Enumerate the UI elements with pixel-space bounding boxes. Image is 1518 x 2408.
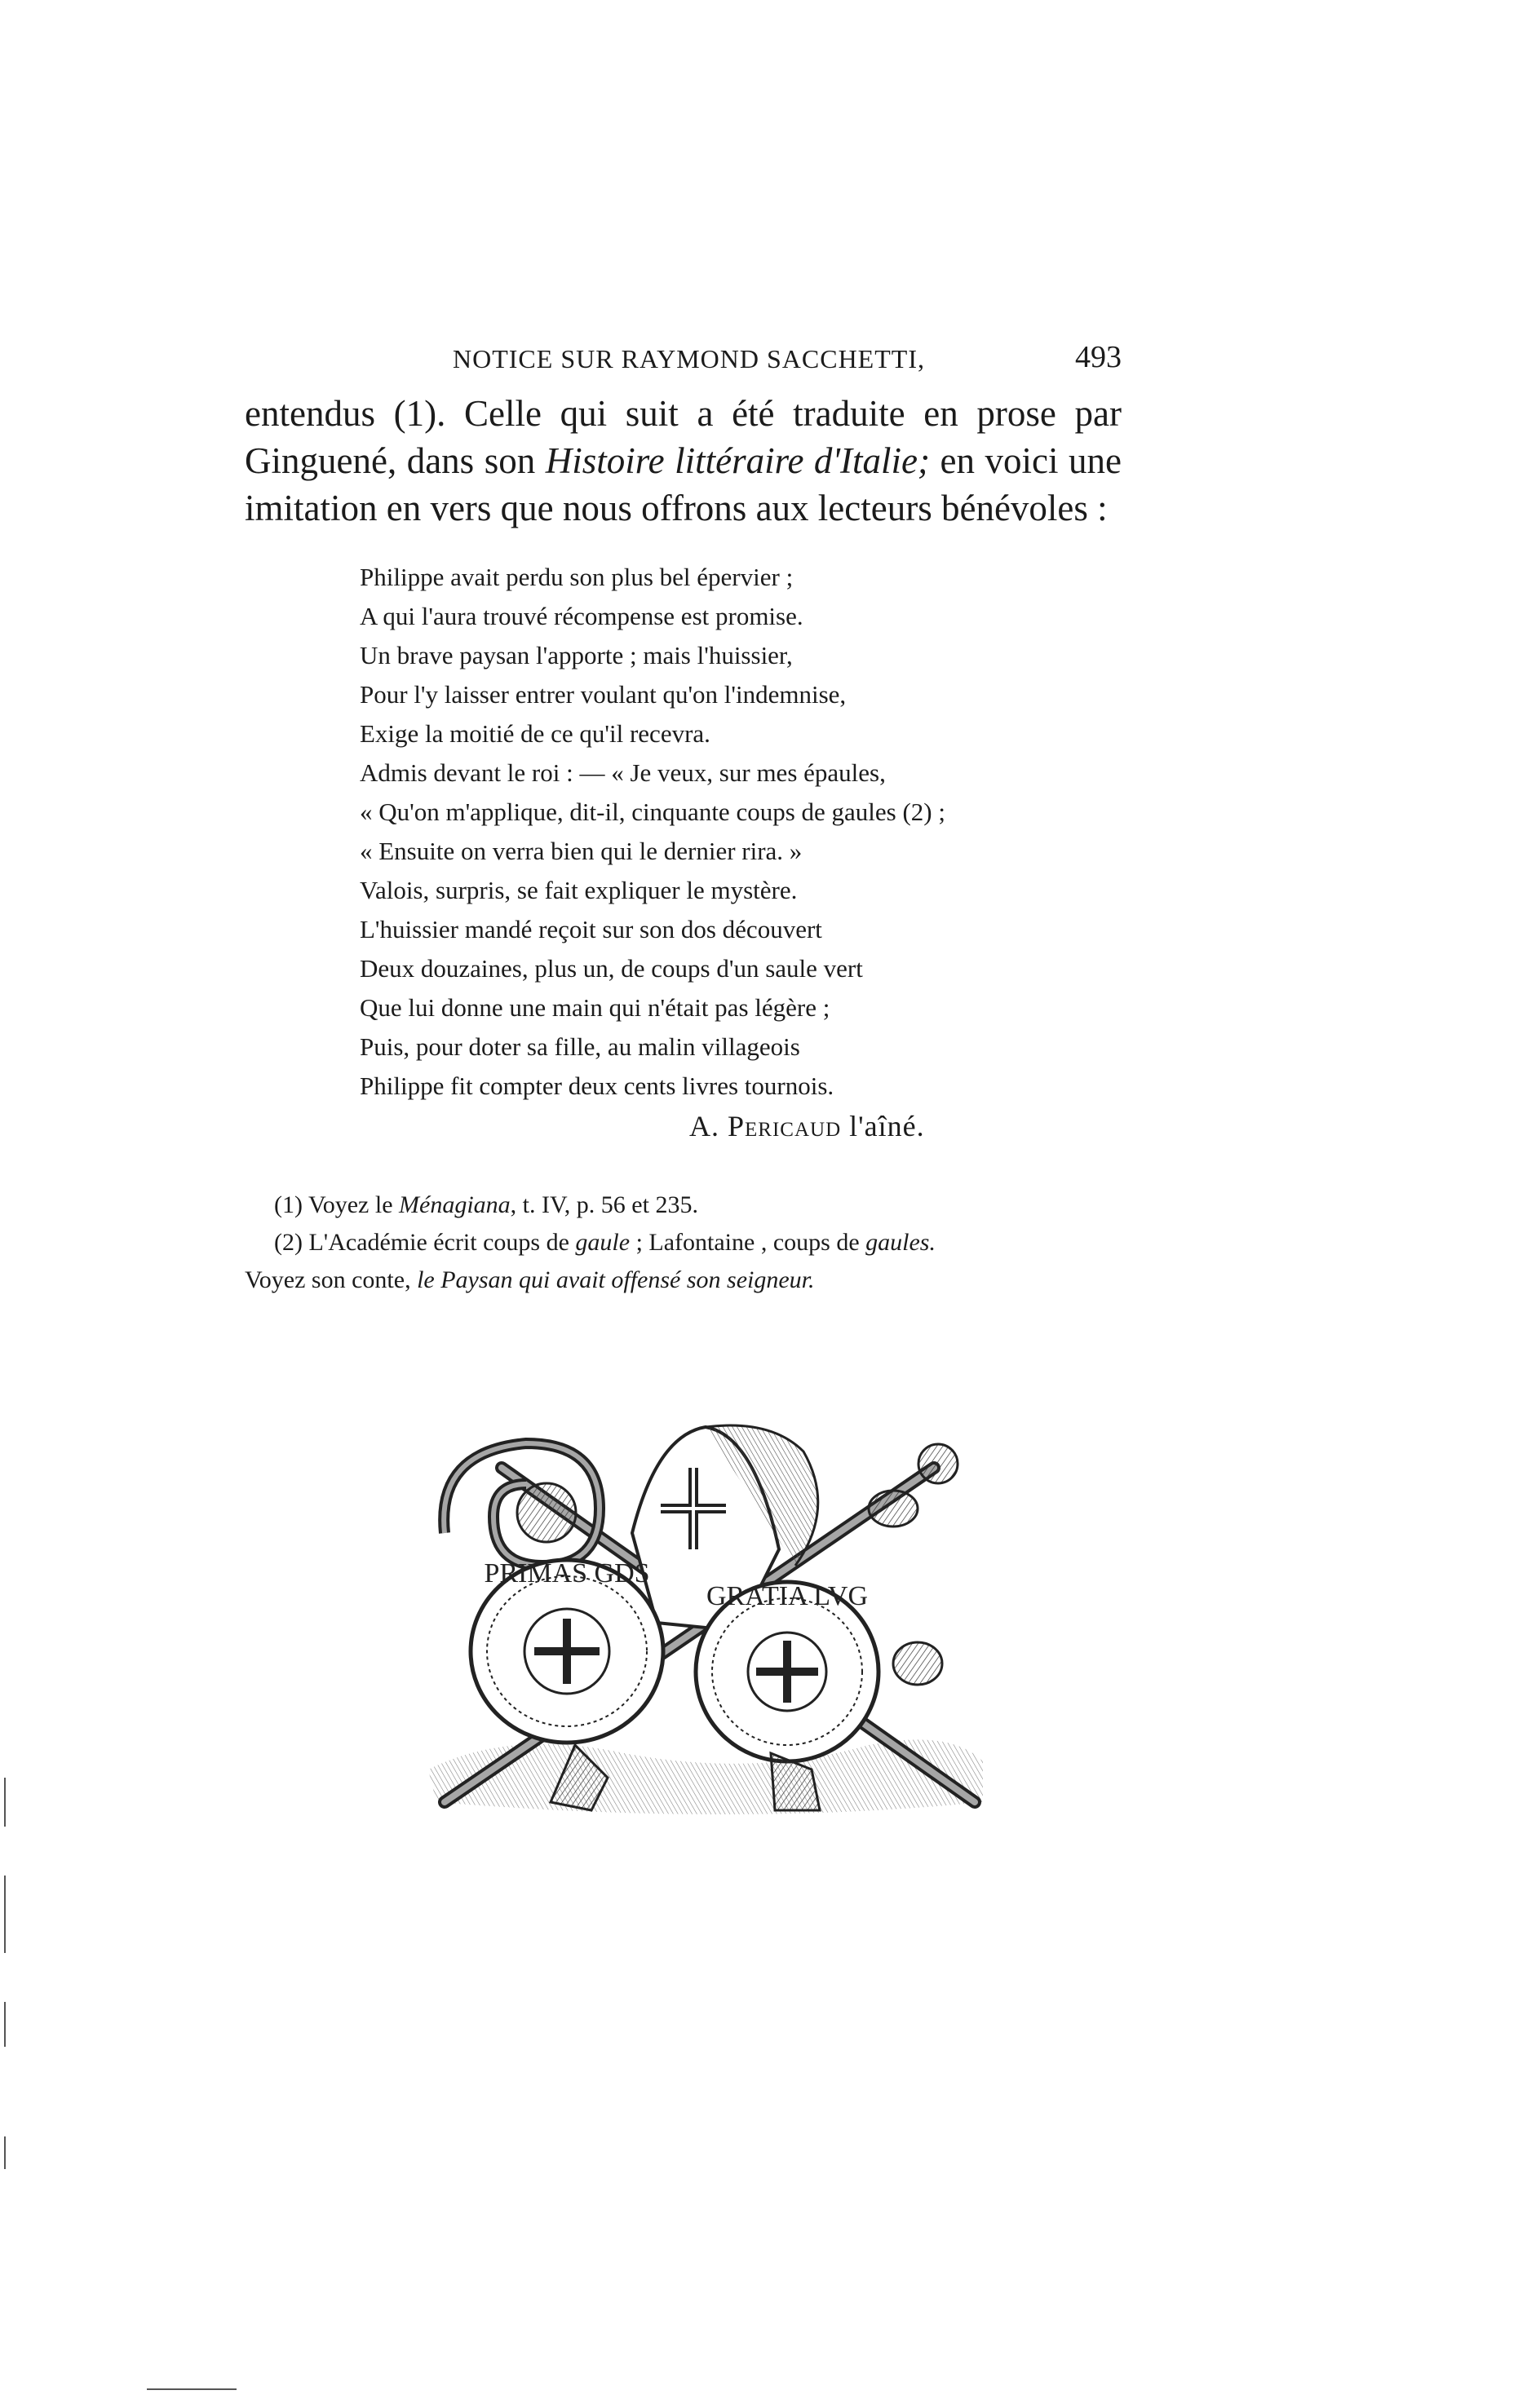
footnote-italic: le Paysan qui avait offensé son seigneur. <box>417 1266 815 1293</box>
footnote-text: (2) L'Académie écrit coups de <box>274 1229 576 1256</box>
author-name: Pericaud <box>728 1110 842 1142</box>
footnotes <box>245 1186 1126 1299</box>
poem-verse: Philippe fit compter deux cents livres tournois. <box>360 1071 834 1100</box>
prose-text: Ginguené, dans son <box>245 440 546 481</box>
author-initial: A. <box>689 1110 719 1142</box>
footnote-2 <box>245 1224 1126 1261</box>
running-header <box>453 340 1122 385</box>
footnote-italic: gaules. <box>865 1229 936 1256</box>
poem-verse: L'huissier mandé reçoit sur son dos découvert <box>360 915 822 943</box>
poem-verse: Que lui donne une main qui n'était pas légère ; <box>360 993 830 1022</box>
poem <box>360 558 996 1106</box>
footnote-1 <box>245 1186 1126 1224</box>
poem-verse: Deux douzaines, plus un, de coups d'un saule vert <box>360 954 863 983</box>
book-title: Histoire littéraire d'Italie; <box>545 440 931 481</box>
poem-verse: Admis devant le roi : — « Je veux, sur mes épaules, <box>360 758 886 787</box>
running-title: NOTICE SUR RAYMOND SACCHETTI, <box>453 344 925 373</box>
prose-text: en voici une <box>930 440 1122 481</box>
poem-verse: A qui l'aura trouvé récompense est promise. <box>360 602 803 630</box>
footnote-text: , t. IV, p. 56 et 235. <box>510 1191 698 1218</box>
footnote-italic: gaule <box>575 1229 631 1256</box>
prose-line: imitation en vers que nous offrons aux lecteurs bénévoles : <box>245 488 1108 528</box>
footnote-italic: Ménagiana <box>399 1191 511 1218</box>
author-signature <box>689 1109 925 1143</box>
prose-line <box>245 437 1122 484</box>
seal-left <box>471 1558 663 1743</box>
poem-verse: Valois, surpris, se fait expliquer le mystère. <box>360 876 798 904</box>
poem-verse: « Qu'on m'applique, dit-il, cinquante coups de gaules (2) ; <box>360 798 945 826</box>
seal-left-legend: PRIMAS GDS <box>484 1558 650 1588</box>
footnote-2-continued <box>245 1261 1126 1299</box>
seal-right-legend: GRATIA LVG <box>706 1581 869 1611</box>
author-suffix: l'aîné. <box>849 1110 925 1142</box>
footnote-text: ; Lafontaine , coups de <box>630 1229 866 1256</box>
prose-paragraph <box>245 390 1122 532</box>
page-number: 493 <box>1075 340 1122 374</box>
poem-verse: Pour l'y laisser entrer voulant qu'on l'indemnise, <box>360 680 847 709</box>
engraved-vignette <box>412 1419 999 1827</box>
poem-verse: Exige la moitié de ce qu'il recevra. <box>360 719 710 748</box>
poem-verse: Puis, pour doter sa fille, au malin villageois <box>360 1032 800 1061</box>
prose-line: entendus (1). Celle qui suit a été traduite en prose par <box>245 393 1122 434</box>
seal-right <box>696 1581 878 1761</box>
poem-verse: « Ensuite on verra bien qui le dernier rira. » <box>360 837 803 865</box>
footnote-text: Voyez son conte, <box>245 1266 418 1293</box>
poem-verse: Philippe avait perdu son plus bel épervier ; <box>360 563 794 591</box>
crozier-head <box>444 1443 600 1566</box>
poem-verse: Un brave paysan l'apporte ; mais l'huissier, <box>360 641 793 669</box>
footnote-text: (1) Voyez le <box>274 1191 400 1218</box>
